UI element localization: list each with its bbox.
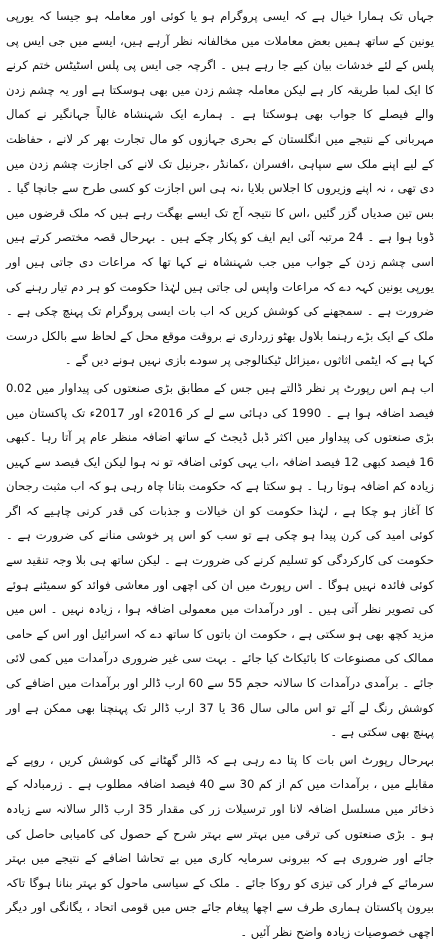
article-paragraph-2: اب ہم اس رپورٹ پر نظر ڈالتے ہیں جس کے مطابق بڑی صنعتوں کی پیداوار میں 0.02 فیصد اضافہ ہوا ہے ۔ 1990 کی دہائی سے لے کر 2016ء اور 2017ء تک پاکستان میں بڑی صنعتوں کی پیداوار میں اکثر ڈبل ڈیجٹ کے ساتھ اضافہ منظر عام پر آتا رہا ۔کبھی 16 فیصد کبھی 12 فیصد اضافہ ،اب یہی کوئی اضافہ تو نہ ہوا لیکن ایک فیصد سے کہیں زیادہ کم اضافہ ہوتا رہا ۔ ہو سکتا ہے کہ حکومت بتانا چاہ رہی ہو کہ اب مثبت رجحان کا آغاز ہو چکا ہے ، لہٰذا حکومت کو ان خیالات و جذبات کی قدر کرنی چاہیے کہ اگر کوئی امید کی کرن پیدا ہو چکی ہے تو سب کو اس پر خوشی منانے کی ضرورت ہے ۔ حکومت کی کارکردگی کو تسلیم کرنے کی ضرورت ہے ۔ لیکن ساتھ ہی بلا وجہ تنقید سے کوئی فائدہ نہیں ہوگا ۔ اس رپورٹ میں ان کی اچھی اور معاشی فوائد کو سمیٹنے ہوئے کی تصویر نظر آتی ہیں ۔ اور درآمدات میں معمولی اضافہ ہوا ، زیادہ نہیں ۔ اس میں مزید کچھ بھی ہو سکتی ہے ، حکومت ان باتوں کا ساتھ دے کہ اسرائیل اور اس کے حامی ممالک کی مصنوعات کا بائیکاٹ کیا جائے ۔ بہت سی غیر ضروری درآمدات میں کمی لائی جائے ۔ برآمدی درآمدات کا سالانہ حجم 55 سے 60 ارب ڈالر اور برآمدات میں اضافے کی کوشش رنگ لے آئے تو اس مالی سال 36 یا 37 ارب ڈالر تک پہنچنا بھی ممکن ہے اور پہنچ بھی سکتی ہے ۔ (6, 380, 435, 740)
article-paragraph-3: بہرحال رپورٹ اس بات کا پتا دے رہی ہے کہ ڈالر گھٹانے کی کوشش کریں ، روپے کے مقابلے میں ، برآمدات میں کم از کم 30 سے 40 فیصد اضافہ مطلوب ہے ۔ زرمبادلہ کے ذخائر میں مسلسل اضافہ لانا اور ترسیلات زر کی مقدار 35 ارب ڈالر سالانہ سے زیادہ ہو ۔ بڑی صنعتوں کی ترقی میں بہتر سے بہتر شرح کے حصول کی کامیابی حاصل کی جائے اور ضروری ہے کہ بیرونی سرمایہ کاری میں بے تحاشا اضافے کے نتیجے میں بہتر سرمائے کے فرار کی تیزی کو روکا جائے ۔ ملک کے سیاسی ماحول کو بہتر بنانا ہوگا تاکہ بیرون پاکستان ہماری طرف سے اچھا پیغام جائے جس میں قومی اتحاد ، یگانگی اور دیگر اچھی خصوصیات زیادہ واضح نظر آئیں ۔ (6, 752, 434, 939)
article-paragraph-1: جہاں تک ہمارا خیال ہے کہ ایسی پروگرام ہو یا کوئی اور معاملہ ہو جیسا کہ یورپی یونین کے ساتھ ہمیں بعض معاملات میں مخالفانہ نظر آرہے ہیں، ایسے میں جی ایس پی پلس کے لئے خدشات بیان کیے جا رہے ہیں ۔ اگرچہ جی ایس پی پلس اسٹیٹس ختم کرنے کا ایک لمبا طریقہ کار ہے لیکن معاملہ چشم زدن میں بھی ہوسکتا ہے اور یہ چشم زدن والے فیصلے کا جواب بھی ہوسکتا ہے ۔ ہمارے ایک شہنشاہ غالباً جہانگیر نے کمال مہربانی کے نتیجے میں انگلستان کے بحری جہازوں کو مال تجارت بھر کر لانے ، حفاظت کے لیے اپنے ملک سے سپاہی ،افسران ،کمانڈر ،جرنیل تک لانے کی اجازت چشم زدن میں دی تھی ، نہ اپنے وزیروں کا اجلاس بلایا ،نہ ہی اس اجازت کو کسی طرح سے جانچا گیا ۔بس تین صدیاں گزر گئیں ،اس کا نتیجہ آج تک ایسے بھگت رہے ہیں کہ ملک قرضوں میں ڈوبا ہوا ہے ۔ 24 مرتبہ آئی ایم ایف کو پکار چکے ہیں ۔ بہرحال قصہ مختصر کرتے ہیں اسی چشم زدن کے جواب میں جب شہنشاہ نے کہا تھا کہ مراعات دی جاتی ہیں اور یورپی یونین کہہ دے کہ مراعات واپس لی جاتی ہیں لہٰذا حکومت کو ہر دم تیار رہنے کی ضرورت ہے ۔ سمجھنے کی کوشش کریں کہ اب بات ایسی پروگرام تک پہنچ چکی ہے ۔ ملک کے ایک بڑے رہنما بلاول بھٹو زرداری نے بروقت موقع محل کے لحاظ سے بالکل درست کہا ہے کہ ایٹمی اثاثوں ،میزائل ٹیکنالوجی پر سودے بازی نہیں ہونے دیں گے ۔ (6, 9, 434, 368)
